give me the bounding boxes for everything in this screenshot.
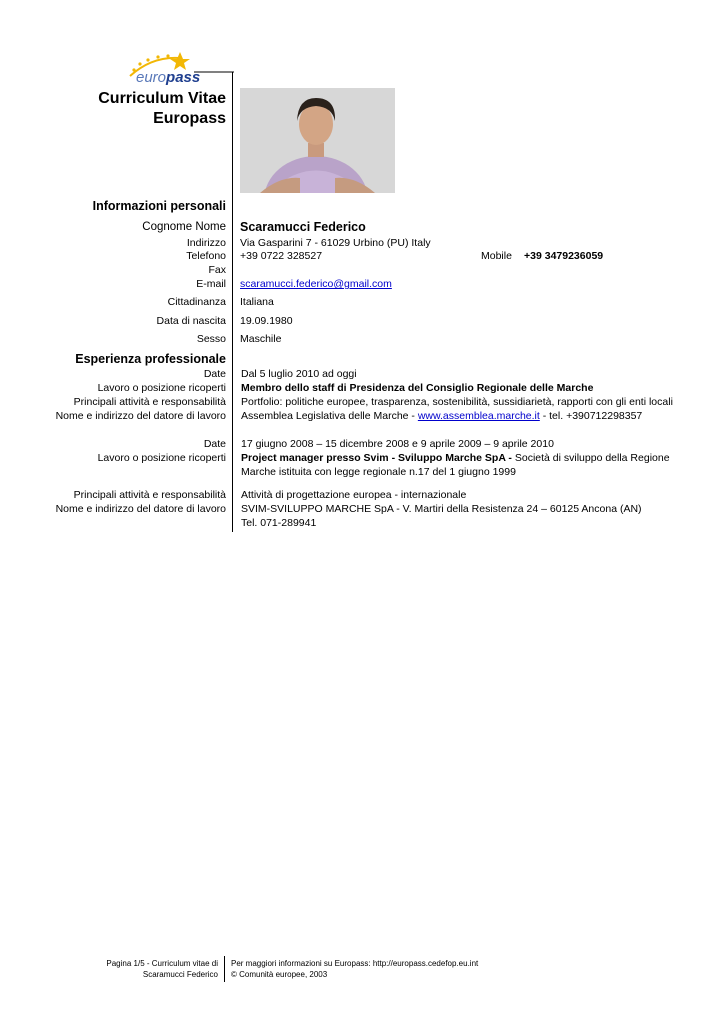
footer-divider xyxy=(224,956,225,982)
person-name: Scaramucci Federico xyxy=(240,220,366,234)
address-value: Via Gasparini 7 - 61029 Urbino (PU) Italy xyxy=(240,237,431,249)
logo-text-pass: pass xyxy=(166,69,201,86)
job1-label-date: Date xyxy=(203,368,226,380)
job1-employer xyxy=(241,410,642,423)
footer-left-line2: Scaramucci Federico xyxy=(142,970,218,979)
birth-date-value: 19.09.1980 xyxy=(240,315,293,327)
label-sex: Sesso xyxy=(196,333,226,345)
section-experience: Esperienza professionale xyxy=(75,352,226,366)
job2-employer-line2: Tel. 071-289941 xyxy=(241,517,317,529)
job2-role-line2: Marche istituita con legge regionale n.17 del 1 giugno 1999 xyxy=(241,466,516,478)
job1-label-role: Lavoro o posizione ricoperti xyxy=(97,382,226,394)
label-birth-date: Data di nascita xyxy=(156,315,226,327)
phone-value: +39 0722 328527 xyxy=(240,250,323,262)
job1-date: Dal 5 luglio 2010 ad oggi xyxy=(241,368,357,380)
job2-label-role: Lavoro o posizione ricoperti xyxy=(97,452,226,464)
label-address: Indirizzo xyxy=(186,237,226,249)
job2-employer-line1: SVIM-SVILUPPO MARCHE SpA - V. Martiri della Resistenza 24 – 60125 Ancona (AN) xyxy=(241,503,642,515)
job2-label-date: Date xyxy=(203,438,226,450)
job2-activities: Attività di progettazione europea - internazionale xyxy=(241,489,467,501)
job1-activities: Portfolio: politiche europee, trasparenza, sostenibilità, sussidiarietà, rapporti con gli enti locali xyxy=(241,396,673,408)
logo-text-euro: euro xyxy=(136,69,167,86)
job1-employer-name: Assemblea Legislativa delle Marche - xyxy=(241,410,418,422)
label-email: E-mail xyxy=(196,278,226,290)
job2-label-employer: Nome e indirizzo del datore di lavoro xyxy=(55,503,226,515)
footer-left-line1: Pagina 1/5 - Curriculum vitae di xyxy=(106,959,218,968)
job2-label-activities: Principali attività e responsabilità xyxy=(73,489,226,501)
label-fax: Fax xyxy=(208,264,226,276)
cv-title-line2: Europass xyxy=(153,110,226,127)
europass-logo xyxy=(122,50,234,90)
label-mobile: Mobile xyxy=(481,250,512,262)
email-link[interactable]: scaramucci.federico@gmail.com xyxy=(240,278,392,290)
mobile-value: +39 3479236059 xyxy=(524,250,604,262)
profile-photo xyxy=(240,88,395,193)
footer-right-line2: © Comunità europee, 2003 xyxy=(231,970,328,979)
label-phone: Telefono xyxy=(186,250,226,262)
label-citizenship: Cittadinanza xyxy=(167,296,226,308)
job2-date: 17 giugno 2008 – 15 dicembre 2008 e 9 aprile 2009 – 9 aprile 2010 xyxy=(241,438,554,450)
job1-label-employer: Nome e indirizzo del datore di lavoro xyxy=(55,410,226,422)
job1-label-activities: Principali attività e responsabilità xyxy=(73,396,226,408)
section-personal-info: Informazioni personali xyxy=(92,199,226,213)
job1-employer-link[interactable]: www.assemblea.marche.it xyxy=(417,410,540,422)
label-name: Cognome Nome xyxy=(142,221,226,233)
citizenship-value: Italiana xyxy=(240,296,274,308)
job2-role-title: Project manager presso Svim - Sviluppo Marche SpA - xyxy=(241,452,515,464)
footer-right-line1: Per maggiori informazioni su Europass: http://europass.cedefop.eu.int xyxy=(231,959,479,968)
column-divider xyxy=(232,72,233,532)
job2-role-description: Società di sviluppo della Regione xyxy=(514,452,670,464)
job1-role: Membro dello staff di Presidenza del Consiglio Regionale delle Marche xyxy=(241,382,594,394)
job1-employer-phone: - tel. +390712298357 xyxy=(539,410,643,422)
sex-value: Maschile xyxy=(240,333,282,345)
cv-title-line1: Curriculum Vitae xyxy=(98,90,226,107)
job2-role xyxy=(241,452,670,465)
